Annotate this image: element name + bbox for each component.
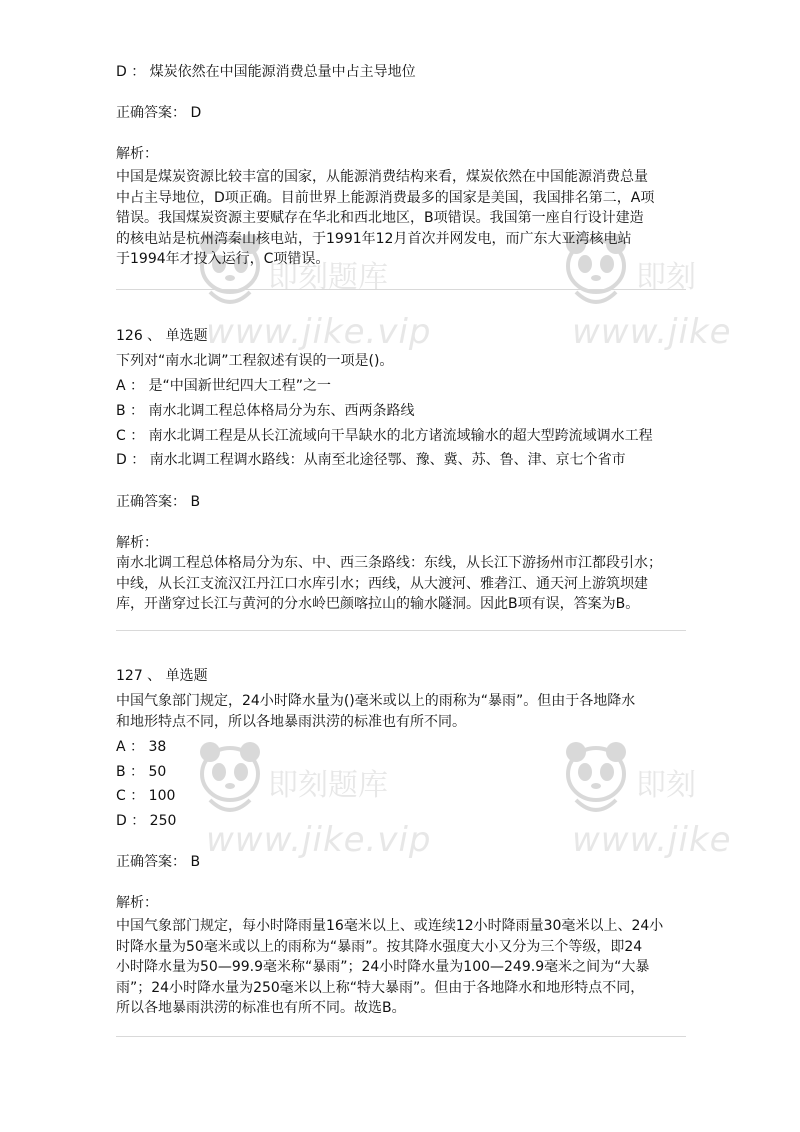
watermark-url-partial: www.jike	[572, 312, 732, 352]
analysis-line: 所以各地暴雨洪涝的标准也有所不同。故选B。	[116, 1000, 406, 1016]
analysis-line: 错误。我国煤炭资源主要赋存在华北和西北地区，B项错误。我国第一座自行设计建造	[116, 210, 644, 226]
correct-answer: 正确答案： B	[116, 854, 201, 870]
watermark-brand-partial: 即刻	[636, 260, 696, 295]
panda-watermark-icon	[562, 740, 630, 820]
option-a: A ： 是“中国新世纪四大工程”之一	[116, 378, 331, 394]
question-stem: 和地形特点不同，所以各地暴雨洪涝的标准也有所不同。	[116, 714, 466, 730]
question-stem: 下列对“南水北调”工程叙述有误的一项是()。	[116, 353, 394, 369]
watermark-brand-partial: 即刻	[636, 768, 696, 803]
watermark-url: www.jike.vip	[206, 312, 432, 352]
watermark-brand: 即刻题库	[268, 260, 388, 295]
analysis-line: 于1994年才投入运行，C项错误。	[116, 251, 330, 267]
option-d: D ： 250	[116, 813, 177, 829]
analysis-line: 的核电站是杭州湾秦山核电站，于1991年12月首次并网发电，而广东大亚湾核电站	[116, 231, 632, 247]
analysis-label: 解析：	[116, 146, 158, 162]
analysis-line: 南水北调工程总体格局分为东、中、西三条路线：东线，从长江下游扬州市江都段引水；	[116, 555, 662, 571]
analysis-label: 解析：	[116, 535, 158, 551]
divider	[116, 1036, 686, 1037]
question-header: 127 、 单选题	[116, 668, 208, 684]
divider	[116, 630, 686, 631]
analysis-line: 中国是煤炭资源比较丰富的国家，从能源消费结构来看，煤炭依然在中国能源消费总量	[116, 169, 648, 185]
watermark-brand: 即刻题库	[268, 768, 388, 803]
correct-answer: 正确答案： B	[116, 494, 201, 510]
question-header: 126 、 单选题	[116, 328, 208, 344]
option-a: A ： 38	[116, 739, 167, 755]
analysis-line: 时降水量为50毫米或以上的雨称为“暴雨”。按其降水强度大小又分为三个等级，即24	[116, 939, 643, 955]
analysis-line: 小时降水量为50—99.9毫米称“暴雨”；24小时降水量为100—249.9毫米之间为“大暴	[116, 959, 650, 975]
analysis-line: 库，开凿穿过长江与黄河的分水岭巴颜喀拉山的输水隧洞。因此B项有误，答案为B。	[116, 596, 640, 612]
divider	[116, 289, 686, 290]
option-c: C ： 南水北调工程是从长江流域向干旱缺水的北方诸流域输水的超大型跨流域调水工程	[116, 428, 653, 444]
option-d: D ： 煤炭依然在中国能源消费总量中占主导地位	[116, 64, 416, 80]
option-d: D ： 南水北调工程调水路线：从南至北途径鄂、豫、冀、苏、鲁、津、京七个省市	[116, 452, 626, 468]
watermark-url-partial: www.jike	[572, 820, 732, 860]
watermark-url: www.jike.vip	[206, 820, 432, 860]
question-stem: 中国气象部门规定，24小时降水量为()毫米或以上的雨称为“暴雨”。但由于各地降水	[116, 693, 636, 709]
analysis-line: 中国气象部门规定，每小时降雨量16毫米以上、或连续12小时降雨量30毫米以上、24小	[116, 918, 664, 934]
analysis-line: 中线，从长江支流汉江丹江口水库引水；西线，从大渡河、雅砻江、通天河上游筑坝建	[116, 576, 648, 592]
correct-answer: 正确答案： D	[116, 105, 202, 121]
analysis-line: 中占主导地位，D项正确。目前世界上能源消费最多的国家是美国，我国排名第二，A项	[116, 190, 655, 206]
analysis-line: 雨”；24小时降水量为250毫米以上称“特大暴雨”。但由于各地降水和地形特点不同，	[116, 980, 645, 996]
analysis-label: 解析：	[116, 895, 158, 911]
panda-watermark-icon	[196, 740, 264, 820]
option-b: B ： 50	[116, 764, 167, 780]
option-c: C ： 100	[116, 788, 176, 804]
option-b: B ： 南水北调工程总体格局分为东、西两条路线	[116, 403, 415, 419]
